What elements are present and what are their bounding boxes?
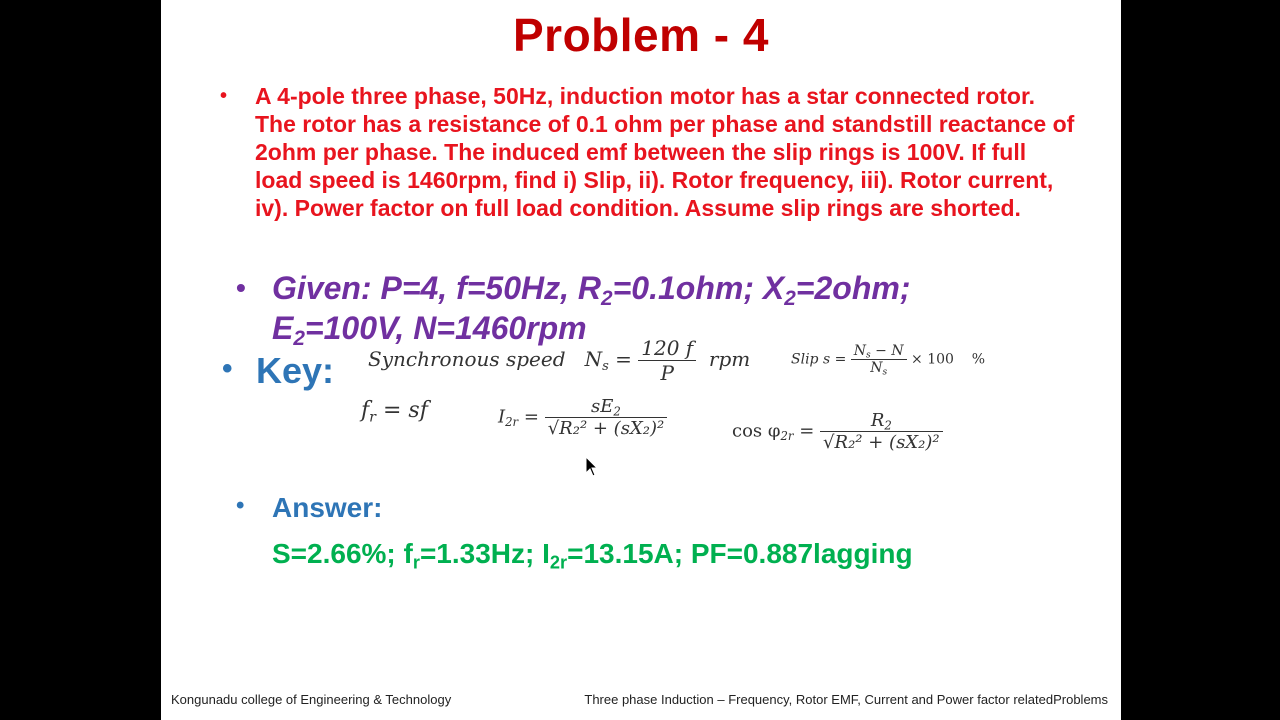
bullet-dot: • bbox=[236, 492, 245, 519]
sync-speed-formula: Synchronous speed $N_s$ = $\frac{120 f}{P}$ rpm bbox=[368, 336, 751, 385]
slide-title: Problem - 4 bbox=[512, 9, 769, 61]
rotor-frequency-formula: $f_r$ = sf bbox=[361, 398, 428, 426]
given-e2: $E_2=100V$, N=1460rpm bbox=[272, 310, 587, 351]
footer-right: Three phase Induction – Frequency, Rotor EMF, Current and Power factor relatedProblems bbox=[584, 692, 1108, 707]
footer-left: Kongunadu college of Engineering & Technology bbox=[171, 692, 452, 707]
slip-formula: Slip s = $\frac{N_s - N}{N_s}$ × 100 % bbox=[791, 343, 986, 378]
slip-fraction: $\frac{N_s - N}{N_s}$ bbox=[851, 343, 907, 376]
rotor-current-formula: $I_{2r}$ = $\frac{sE_2}{\text{√R₂² + (sX₂)²}}$ bbox=[498, 396, 667, 439]
mouse-cursor-icon bbox=[585, 456, 599, 478]
answer-values: S=2.66%; $f_r=1.33Hz$; $I_{2r}=13.15A$; PF=0.887lagging bbox=[272, 538, 913, 573]
bullet-dot: • bbox=[222, 352, 233, 385]
pf-fraction: $\frac{R_2}{\text{√R₂² + (sX₂)²}}$ bbox=[820, 410, 943, 453]
slide bbox=[161, 0, 1121, 720]
problem-text: A 4-pole three phase, 50Hz, induction motor has a star connected rotor. The rotor has a resistance of 0.1 ohm per phase and standstill reactance of 2ohm per phase. The induced emf between the slip rings is 100V. If full load speed is 1460rpm, find i) Slip, ii). Rotor frequency, iii). Rotor current, iv). Power factor on full load condition. Assume slip rings are shorted. bbox=[255, 83, 1075, 221]
given-x2: $X_2=2ohm$; bbox=[762, 270, 911, 311]
power-factor-formula: $\cos \varphi_{2r}$ = $\frac{R_2}{\text{√R₂² + (sX₂)²}}$ bbox=[732, 410, 943, 453]
given-r2: $R_2=0.1ohm$; bbox=[577, 270, 763, 311]
bullet-dot: • bbox=[236, 272, 246, 303]
key-label: Key: bbox=[256, 350, 335, 391]
given-f: f=50Hz, bbox=[456, 270, 578, 306]
given-label: Given: bbox=[272, 270, 381, 306]
given-p: P=4, bbox=[380, 270, 457, 306]
current-fraction: $\frac{sE_2}{\text{√R₂² + (sX₂)²}}$ bbox=[545, 396, 668, 439]
answer-label: Answer: bbox=[272, 492, 383, 523]
bullet-dot: • bbox=[220, 85, 228, 107]
sync-fraction: $\frac{120 f}{P}$ bbox=[638, 336, 696, 385]
